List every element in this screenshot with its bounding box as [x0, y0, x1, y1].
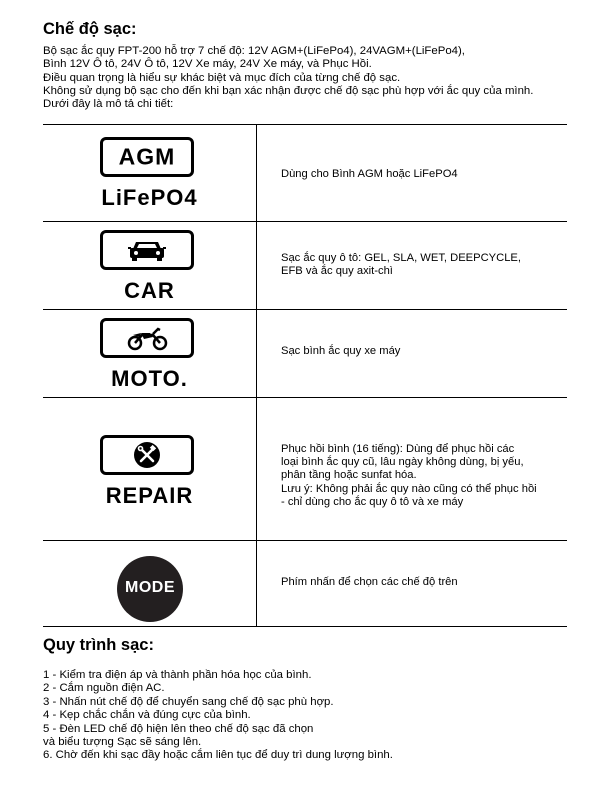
mode-row-mode-button [43, 540, 567, 627]
mode-description [281, 345, 566, 358]
charging-steps [43, 669, 593, 763]
step-line: 4 - Kẹp chắc chắn và đúng cực của bình. [43, 709, 251, 722]
page-title: Chế độ sạc: [43, 20, 137, 38]
car-led-icon [100, 230, 194, 270]
mode-description [281, 443, 566, 509]
step-line: 6. Chờ đến khi sạc đầy hoặc cắm liên tục để duy trì dung lượng bình. [43, 749, 393, 762]
charging-modes-table [43, 124, 567, 626]
mode-label-repair: REPAIR [105, 483, 194, 508]
step-line: 1 - Kiểm tra điện áp và thành phần hóa học của bình. [43, 669, 312, 681]
mode-row-agm [43, 124, 567, 222]
step-line: 3 - Nhấn nút chế độ để chuyển sang chế độ sạc phù hợp. [43, 695, 334, 708]
mode-label-car: CAR [124, 278, 175, 303]
intro-line: Không sử dụng bộ sạc cho đến khi bạn xác nhận được chế độ sạc phù hợp với ắc quy của mình. [43, 84, 534, 97]
intro-line: Bình 12V Ô tô, 24V Ô tô, 12V Xe máy, 24V Xe máy, và Phục Hồi. [43, 58, 372, 71]
description-line: loại bình ắc quy cũ, lâu ngày không dùng, bị yếu, [281, 456, 524, 469]
intro-line: Bộ sạc ắc quy FPT-200 hỗ trợ 7 chế độ: 12V AGM+(LiFePo4), 24VAGM+(LiFePo4), [43, 45, 465, 57]
description-line: - chỉ dùng cho ắc quy ô tô và xe máy [281, 495, 464, 508]
agm-icon-text: AGM [118, 143, 176, 170]
step-line: và biểu tượng Sạc sẽ sáng lên. [43, 736, 202, 749]
description-line: EFB và ắc quy axit-chì [281, 265, 393, 278]
mode-description [281, 168, 566, 181]
motorcycle-icon [103, 321, 191, 355]
description-line: Sạc ắc quy ô tô: GEL, SLA, WET, DEEPCYCLE, [281, 252, 522, 264]
car-icon [103, 233, 191, 267]
description-line: phân tầng hoặc sunfat hóa. [281, 469, 417, 482]
description-line: Phục hồi bình (16 tiếng): Dùng để phục hồi các [281, 443, 515, 455]
mode-label-lifepo4: LiFePO4 [101, 185, 198, 210]
description-line: Dùng cho Bình AGM hoặc LiFePO4 [281, 168, 458, 180]
mode-description [281, 576, 566, 589]
moto-led-icon [100, 318, 194, 358]
intro-line: Dưới đây là mô tả chi tiết: [43, 98, 174, 111]
mode-description [281, 252, 566, 278]
mode-row-repair [43, 397, 567, 541]
mode-label-moto: MOTO. [111, 366, 188, 391]
description-line: Lưu ý: Không phải ắc quy nào cũng có thể phục hồi [281, 482, 537, 495]
repair-led-icon [100, 435, 194, 475]
agm-led-icon [100, 137, 194, 177]
process-title: Quy trình sạc: [43, 636, 154, 654]
mode-button-icon [117, 556, 183, 622]
intro-text [43, 45, 593, 111]
step-line: 5 - Đèn LED chế độ hiện lên theo chế độ sạc đã chọn [43, 722, 314, 735]
wrench-screwdriver-icon [103, 438, 191, 472]
description-line: Phím nhấn để chọn các chế độ trên [281, 576, 458, 588]
step-line: 2 - Cắm nguồn điện AC. [43, 682, 165, 695]
mode-button-text: MODE [125, 579, 175, 596]
mode-row-moto [43, 309, 567, 398]
description-line: Sạc bình ắc quy xe máy [281, 345, 401, 357]
mode-row-car [43, 221, 567, 310]
intro-line: Điều quan trọng là hiểu sự khác biệt và mục đích của từng chế độ sạc. [43, 71, 401, 84]
